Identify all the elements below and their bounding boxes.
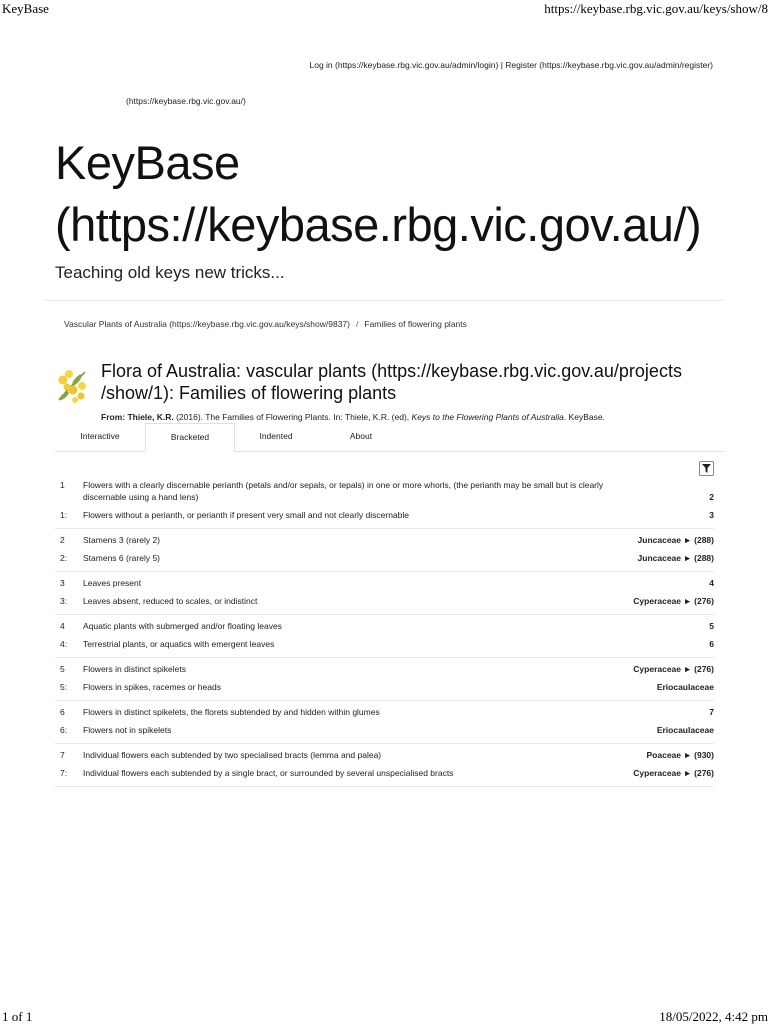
lead-number: 7: — [60, 768, 68, 778]
print-timestamp: 18/05/2022, 4:42 pm — [659, 1009, 768, 1024]
key-lead — [55, 592, 714, 610]
key-lead — [55, 617, 714, 635]
lead-result-link[interactable]: 5 — [709, 621, 714, 631]
key-lead — [55, 764, 714, 782]
key-lead — [55, 574, 714, 592]
citation-end: . KeyBase. — [563, 412, 605, 422]
lead-number: 4 — [60, 621, 65, 631]
header-divider — [45, 300, 723, 301]
key-couplet — [55, 701, 714, 744]
page-count: 1 of 1 — [2, 1009, 33, 1024]
tab-indented[interactable]: Indented — [259, 431, 293, 441]
site-tagline: Teaching old keys new tricks... — [55, 263, 285, 282]
lead-result-link[interactable]: 3 — [709, 510, 714, 520]
key-lead — [55, 506, 714, 524]
lead-text: Flowers without a perianth, or perianth if present very small and not clearly discernable — [83, 510, 409, 520]
key-lead — [55, 660, 714, 678]
link-separator: | — [498, 60, 506, 70]
breadcrumb-parent-link[interactable]: Vascular Plants of Australia (https://keybase.rbg.vic.gov.au/keys/show/9837) — [64, 319, 350, 329]
breadcrumb — [64, 319, 467, 329]
account-links — [310, 60, 714, 70]
lead-number: 4: — [60, 639, 68, 649]
lead-number: 6: — [60, 725, 68, 735]
lead-text: Flowers not in spikelets — [83, 725, 172, 735]
lead-number: 3: — [60, 596, 68, 606]
lead-result-link[interactable]: 4 — [709, 578, 714, 588]
citation-text: (2016). The Families of Flowering Plants. In: Thiele, K.R. (ed), — [173, 412, 412, 422]
lead-number: 5 — [60, 664, 65, 674]
lead-text: Flowers in distinct spikelets, the florets subtended by and hidden within glumes — [83, 707, 380, 717]
lead-number: 1: — [60, 510, 68, 520]
bracketed-key — [55, 474, 714, 787]
citation-author: From: Thiele, K.R. — [101, 412, 174, 422]
key-couplet — [55, 744, 714, 787]
key-lead — [55, 531, 714, 549]
lead-text: Flowers in distinct spikelets — [83, 664, 186, 674]
key-lead — [55, 703, 714, 721]
site-title[interactable] — [55, 132, 745, 256]
lead-number: 2 — [60, 535, 65, 545]
key-lead — [55, 635, 714, 653]
lead-text: Aquatic plants with submerged and/or floating leaves — [83, 621, 282, 631]
citation-book: Keys to the Flowering Plants of Australia — [411, 412, 564, 422]
lead-number: 3 — [60, 578, 65, 588]
view-tabs — [55, 423, 723, 452]
filter-icon — [702, 464, 711, 473]
tab-interactive[interactable]: Interactive — [80, 431, 120, 441]
lead-text: Individual flowers each subtended by two specialised bracts (lemma and palea) — [83, 750, 382, 760]
lead-result-link[interactable]: 6 — [709, 639, 714, 649]
lead-text: Flowers with a clearly discernable perianth (petals and/or sepals, or tepals) in one or more whorls, (the perianth may be small but is clearly discernable using a hand lens) — [83, 480, 604, 502]
lead-result-link[interactable]: Juncaceae ► (288) — [637, 535, 714, 545]
lead-text: Terrestrial plants, or aquatics with emergent leaves — [83, 639, 275, 649]
lead-result-link[interactable]: Poaceae ► (930) — [646, 750, 714, 760]
lead-number: 2: — [60, 553, 68, 563]
breadcrumb-current: Families of flowering plants — [364, 319, 467, 329]
lead-number: 1 — [60, 480, 65, 490]
logo-link[interactable]: (https://keybase.rbg.vic.gov.au/) — [126, 96, 246, 106]
key-title[interactable]: Flora of Australia: vascular plants (https://keybase.rbg.vic.gov.au/projects /show/1): Families of flowering plants — [101, 361, 682, 403]
key-lead — [55, 678, 714, 696]
print-header-url: https://keybase.rbg.vic.gov.au/keys/show/8 — [544, 1, 768, 16]
lead-result-link[interactable]: Cyperaceae ► (276) — [633, 596, 714, 606]
lead-number: 5: — [60, 682, 68, 692]
key-couplet — [55, 474, 714, 529]
wattle-flower-icon — [55, 366, 91, 406]
login-link[interactable]: Log in (https://keybase.rbg.vic.gov.au/admin/login) — [309, 60, 499, 70]
key-couplet — [55, 529, 714, 572]
key-lead — [55, 476, 714, 506]
breadcrumb-separator: / — [356, 319, 359, 329]
lead-text: Individual flowers each subtended by a single bract, or surrounded by several unspecialised bracts — [83, 768, 454, 778]
lead-result-link[interactable]: Eriocaulaceae — [656, 682, 714, 692]
key-couplet — [55, 615, 714, 658]
lead-text: Leaves present — [83, 578, 142, 588]
key-couplet — [55, 658, 714, 701]
lead-text: Stamens 6 (rarely 5) — [83, 553, 160, 563]
site-title-url: (https://keybase.rbg.vic.gov.au/) — [55, 198, 702, 251]
lead-number: 6 — [60, 707, 65, 717]
lead-result-link[interactable]: Cyperaceae ► (276) — [633, 768, 714, 778]
lead-number: 7 — [60, 750, 65, 760]
print-header-title: KeyBase — [2, 1, 49, 16]
tab-bracketed[interactable]: Bracketed — [145, 423, 235, 452]
lead-text: Leaves absent, reduced to scales, or indistinct — [83, 596, 258, 606]
key-couplet — [55, 572, 714, 615]
lead-result-link[interactable]: Cyperaceae ► (276) — [633, 664, 714, 674]
lead-result-link[interactable]: 7 — [709, 707, 714, 717]
site-title-name: KeyBase — [55, 136, 240, 189]
lead-result-link[interactable]: Eriocaulaceae — [656, 725, 714, 735]
key-citation — [101, 412, 605, 422]
lead-text: Flowers in spikes, racemes or heads — [83, 682, 221, 692]
lead-result-link[interactable]: Juncaceae ► (288) — [637, 553, 714, 563]
lead-result-link[interactable]: 2 — [709, 492, 714, 502]
key-lead — [55, 721, 714, 739]
tab-about[interactable]: About — [349, 431, 373, 441]
register-link[interactable]: Register (https://keybase.rbg.vic.gov.au/admin/register) — [505, 60, 713, 70]
lead-text: Stamens 3 (rarely 2) — [83, 535, 160, 545]
key-lead — [55, 549, 714, 567]
key-lead — [55, 746, 714, 764]
